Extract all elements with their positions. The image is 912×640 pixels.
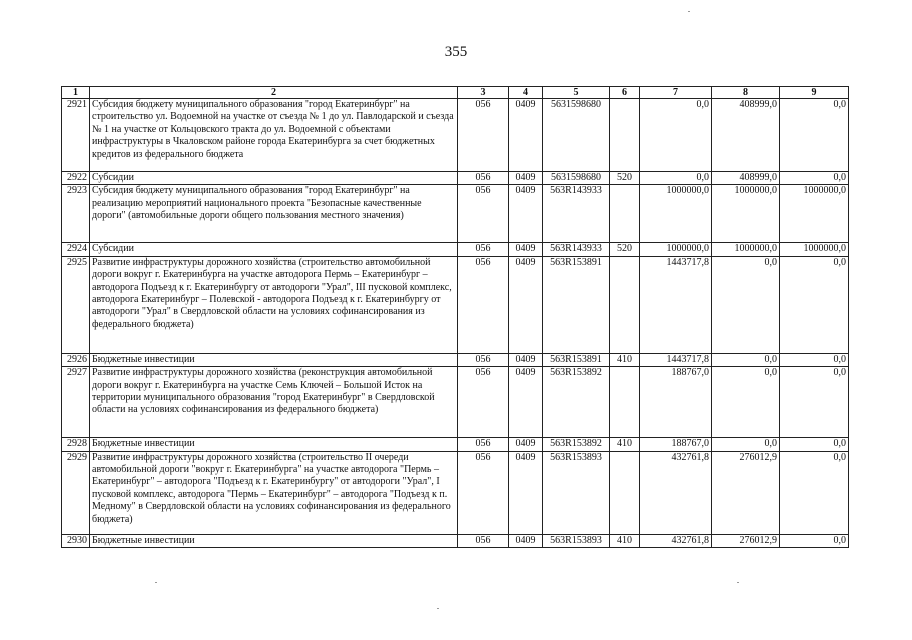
row-col-9: 0,0: [780, 172, 849, 185]
table-row: [62, 438, 849, 451]
scan-speck: [737, 582, 739, 583]
row-col-7: 1443717,8: [640, 353, 712, 366]
row-name: Субсидия бюджету муниципального образования "город Екатеринбург" на строительство ул. Водоемной на участке от съезда № 1 до ул. Павлодарской и съезда № 1 на участке от Кольцовского тракта до ул. Водоемной с объектами инфраструктуры в Чкаловском районе города Екатеринбурга за счет бюджетных кредитов из федерального бюджета: [90, 99, 458, 172]
row-col-4: 0409: [509, 534, 543, 547]
row-name: Субсидии: [90, 243, 458, 256]
row-col-5: 563R153893: [543, 534, 610, 547]
table-row: [62, 353, 849, 366]
row-col-5: 563R143933: [543, 185, 610, 243]
table-row: [62, 367, 849, 438]
row-number: 2924: [62, 243, 90, 256]
column-header: 7: [640, 87, 712, 99]
row-name: Развитие инфраструктуры дорожного хозяйства (строительство II очереди автомобильной дороги "вокруг г. Екатеринбурга" на участке автодорога "Пермь – Екатеринбург" – автодорога "Подъезд к г. Екатеринбургу" от автодороги "Урал", I пусковой комплекс, автодорога "Пермь – Екатеринбург" – автодорога "Подъезд к п. Медному" в Свердловской области на условиях софинансирования из федерального бюджета): [90, 451, 458, 534]
column-header: 1: [62, 87, 90, 99]
page-number: 355: [444, 44, 468, 60]
table-row: [62, 172, 849, 185]
row-number: 2929: [62, 451, 90, 534]
table-row: [62, 243, 849, 256]
row-col-4: 0409: [509, 256, 543, 353]
row-col-8: 0,0: [712, 256, 780, 353]
row-col-3: 056: [458, 243, 509, 256]
row-col-4: 0409: [509, 185, 543, 243]
table-header-row: [62, 87, 849, 99]
row-col-8: 0,0: [712, 438, 780, 451]
row-col-6: 410: [610, 353, 640, 366]
row-col-6: [610, 99, 640, 172]
row-col-6: [610, 367, 640, 438]
row-col-5: 563R153891: [543, 353, 610, 366]
row-col-5: 5631598680: [543, 99, 610, 172]
row-col-7: 188767,0: [640, 438, 712, 451]
row-col-4: 0409: [509, 451, 543, 534]
row-name: Бюджетные инвестиции: [90, 353, 458, 366]
row-col-7: 432761,8: [640, 534, 712, 547]
row-col-6: 410: [610, 438, 640, 451]
row-col-9: 1000000,0: [780, 243, 849, 256]
row-col-7: 188767,0: [640, 367, 712, 438]
row-col-3: 056: [458, 534, 509, 547]
row-col-4: 0409: [509, 438, 543, 451]
row-number: 2926: [62, 353, 90, 366]
row-col-7: 432761,8: [640, 451, 712, 534]
row-col-6: [610, 256, 640, 353]
row-col-5: 5631598680: [543, 172, 610, 185]
row-number: 2922: [62, 172, 90, 185]
row-col-8: 276012,9: [712, 451, 780, 534]
row-col-4: 0409: [509, 243, 543, 256]
row-col-6: 410: [610, 534, 640, 547]
row-col-7: 1000000,0: [640, 185, 712, 243]
row-col-4: 0409: [509, 353, 543, 366]
column-header: 9: [780, 87, 849, 99]
column-header: 8: [712, 87, 780, 99]
row-col-4: 0409: [509, 367, 543, 438]
table-row: [62, 99, 849, 172]
row-number: 2927: [62, 367, 90, 438]
row-name: Субсидия бюджету муниципального образования "город Екатеринбург" на реализацию мероприятий национального проекта "Безопасные качественные дороги" (автомобильные дороги общего пользования местного значения): [90, 185, 458, 243]
row-name: Бюджетные инвестиции: [90, 534, 458, 547]
row-col-8: 0,0: [712, 353, 780, 366]
scan-speck: [155, 582, 157, 583]
row-name: Бюджетные инвестиции: [90, 438, 458, 451]
budget-table: [61, 86, 849, 548]
row-col-8: 1000000,0: [712, 243, 780, 256]
row-col-6: 520: [610, 243, 640, 256]
row-name: Развитие инфраструктуры дорожного хозяйства (строительство автомобильной дороги вокруг г. Екатеринбурга на участке автодорога Пермь – Екатеринбург – автодорога Подъезд к г. Екатеринбургу от автодороги "Урал", III пусковой комплекс, автодорога Екатеринбург – Полевской - автодорога Подъезд к г. Екатеринбургу от автодороги "Урал" в Свердловской области на условиях софинансирования из федерального бюджета): [90, 256, 458, 353]
row-col-5: 563R153893: [543, 451, 610, 534]
row-col-7: 0,0: [640, 99, 712, 172]
row-col-3: 056: [458, 256, 509, 353]
row-col-9: 0,0: [780, 99, 849, 172]
table-row: [62, 451, 849, 534]
row-col-4: 0409: [509, 99, 543, 172]
row-number: 2925: [62, 256, 90, 353]
row-col-9: 1000000,0: [780, 185, 849, 243]
row-col-3: 056: [458, 185, 509, 243]
column-header: 2: [90, 87, 458, 99]
row-col-5: 563R153892: [543, 367, 610, 438]
row-col-5: 563R143933: [543, 243, 610, 256]
row-col-7: 0,0: [640, 172, 712, 185]
column-header: 4: [509, 87, 543, 99]
row-col-9: 0,0: [780, 367, 849, 438]
row-name: Развитие инфраструктуры дорожного хозяйства (реконструкция автомобильной дороги вокруг г. Екатеринбурга на участке Семь Ключей – Большой Исток на территории муниципального образования "город Екатеринбург" в Свердловской области на условиях софинансирования из федерального бюджета): [90, 367, 458, 438]
column-header: 3: [458, 87, 509, 99]
table-row: [62, 256, 849, 353]
row-col-3: 056: [458, 451, 509, 534]
row-col-8: 276012,9: [712, 534, 780, 547]
row-col-7: 1000000,0: [640, 243, 712, 256]
row-col-4: 0409: [509, 172, 543, 185]
row-col-5: 563R153891: [543, 256, 610, 353]
row-col-7: 1443717,8: [640, 256, 712, 353]
row-col-3: 056: [458, 367, 509, 438]
table-row: [62, 185, 849, 243]
row-col-8: 1000000,0: [712, 185, 780, 243]
row-number: 2921: [62, 99, 90, 172]
column-header: 6: [610, 87, 640, 99]
row-col-8: 0,0: [712, 367, 780, 438]
row-col-3: 056: [458, 99, 509, 172]
row-col-9: 0,0: [780, 353, 849, 366]
row-col-5: 563R153892: [543, 438, 610, 451]
row-name: Субсидии: [90, 172, 458, 185]
row-col-3: 056: [458, 353, 509, 366]
row-col-9: 0,0: [780, 438, 849, 451]
table-row: [62, 534, 849, 547]
row-col-6: [610, 185, 640, 243]
row-number: 2923: [62, 185, 90, 243]
row-col-6: 520: [610, 172, 640, 185]
scan-speck: [688, 11, 690, 12]
row-number: 2928: [62, 438, 90, 451]
row-number: 2930: [62, 534, 90, 547]
scan-speck: [437, 608, 439, 609]
column-header: 5: [543, 87, 610, 99]
row-col-9: 0,0: [780, 534, 849, 547]
row-col-3: 056: [458, 438, 509, 451]
row-col-6: [610, 451, 640, 534]
row-col-9: 0,0: [780, 256, 849, 353]
row-col-3: 056: [458, 172, 509, 185]
row-col-8: 408999,0: [712, 172, 780, 185]
row-col-9: 0,0: [780, 451, 849, 534]
row-col-8: 408999,0: [712, 99, 780, 172]
